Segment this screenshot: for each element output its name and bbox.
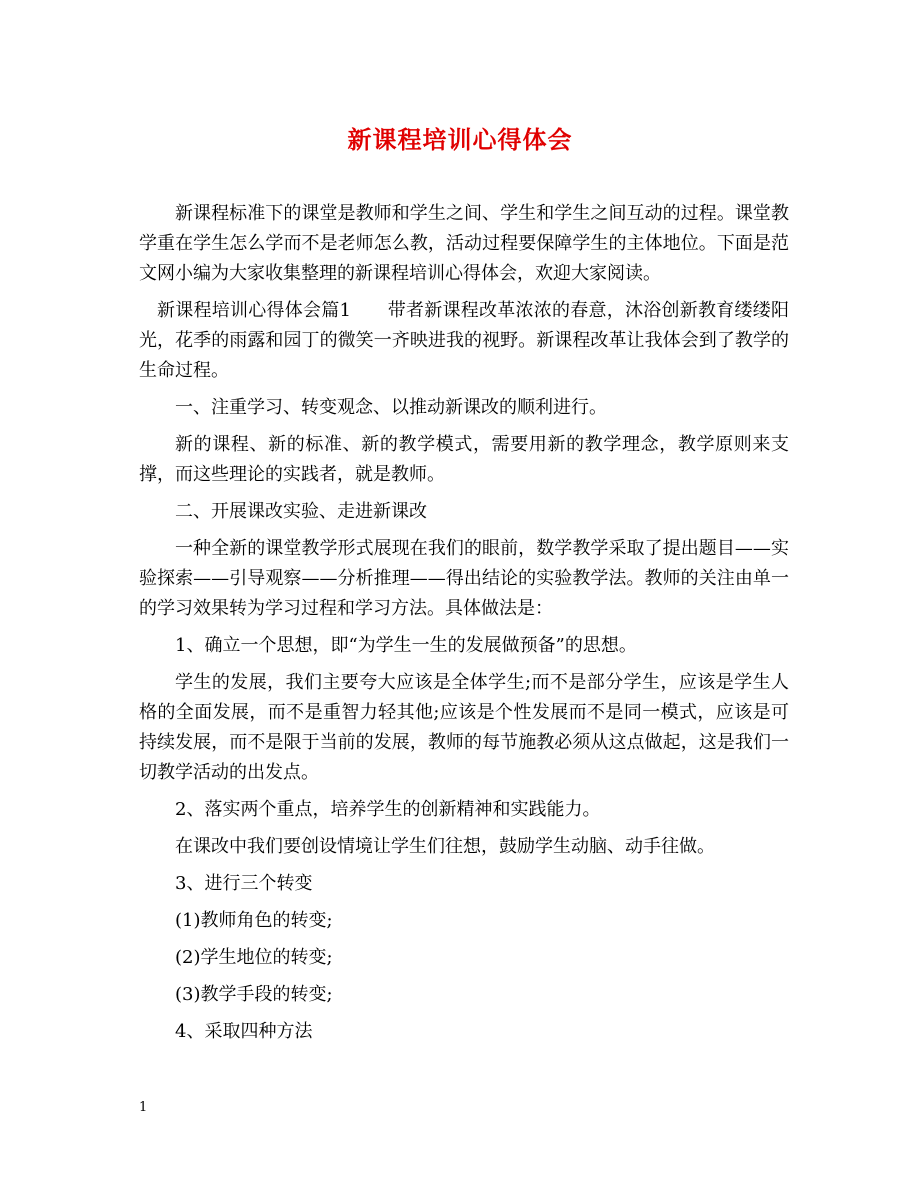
- paragraph-body: 在课改中我们要创设情境让学生们往想，鼓励学生动脑、动手往做。: [175, 836, 715, 857]
- document-body: [139, 199, 789, 1047]
- paragraph-subitem: (2)学生地位的转变;: [175, 947, 333, 968]
- paragraph-intro: 新课程标准下的课堂是教师和学生之间、学生和学生之间互动的过程。课堂教学重在学生怎么学而不是老师怎么教，活动过程要保障学生的主体地位。下面是范文网小编为大家收集整理的新课程培训心得体会，欢迎大家阅读。: [139, 203, 789, 284]
- document-title: 新课程培训心得体会: [347, 125, 573, 154]
- paragraph-subitem: (3)教学手段的转变;: [175, 984, 333, 1005]
- paragraph-heading-2: 二、开展课改实验、走进新课改: [175, 501, 427, 522]
- paragraph-item-1: 1、确立一个思想，即“为学生一生的发展做预备”的思想。: [175, 635, 637, 656]
- paragraph-item-4: 4、采取四种方法: [175, 1021, 313, 1042]
- paragraph-item-3: 3、进行三个转变: [175, 873, 313, 894]
- paragraph-body: 学生的发展，我们主要夸大应该是全体学生;而不是部分学生，应该是学生人格的全面发展，而不是重智力轻其他;应该是个性发展而不是同一模式，应该是可持续发展，而不是限于当前的发展，教师的每节施教必须从这点做起，这是我们一切教学活动的出发点。: [139, 672, 789, 783]
- page-number: 1: [139, 1100, 148, 1115]
- paragraph-item-2: 2、落实两个重点，培养学生的创新精神和实践能力。: [175, 799, 601, 820]
- paragraph-subitem: (1)教师角色的转变;: [175, 910, 333, 931]
- paragraph-body: 新的课程、新的标准、新的教学模式，需要用新的教学理念，教学原则来支撑，而这些理论的实践者，就是教师。: [139, 434, 789, 485]
- paragraph-body: 一种全新的课堂教学形式展现在我们的眼前，数学教学采取了提出题目——实验探索——引导观察——分析推理——得出结论的实验教学法。教师的关注由单一的学习效果转为学习过程和学习方法。具体做法是：: [139, 538, 789, 619]
- paragraph-heading-1: 一、注重学习、转变观念、以推动新课改的顺利进行。: [175, 397, 607, 418]
- paragraph-section-1: 新课程培训心得体会篇1 带者新课程改革浓浓的春意，沐浴创新教育缕缕阳光，花季的雨露和园丁的微笑一齐映进我的视野。新课程改革让我体会到了教学的生命过程。: [139, 300, 789, 381]
